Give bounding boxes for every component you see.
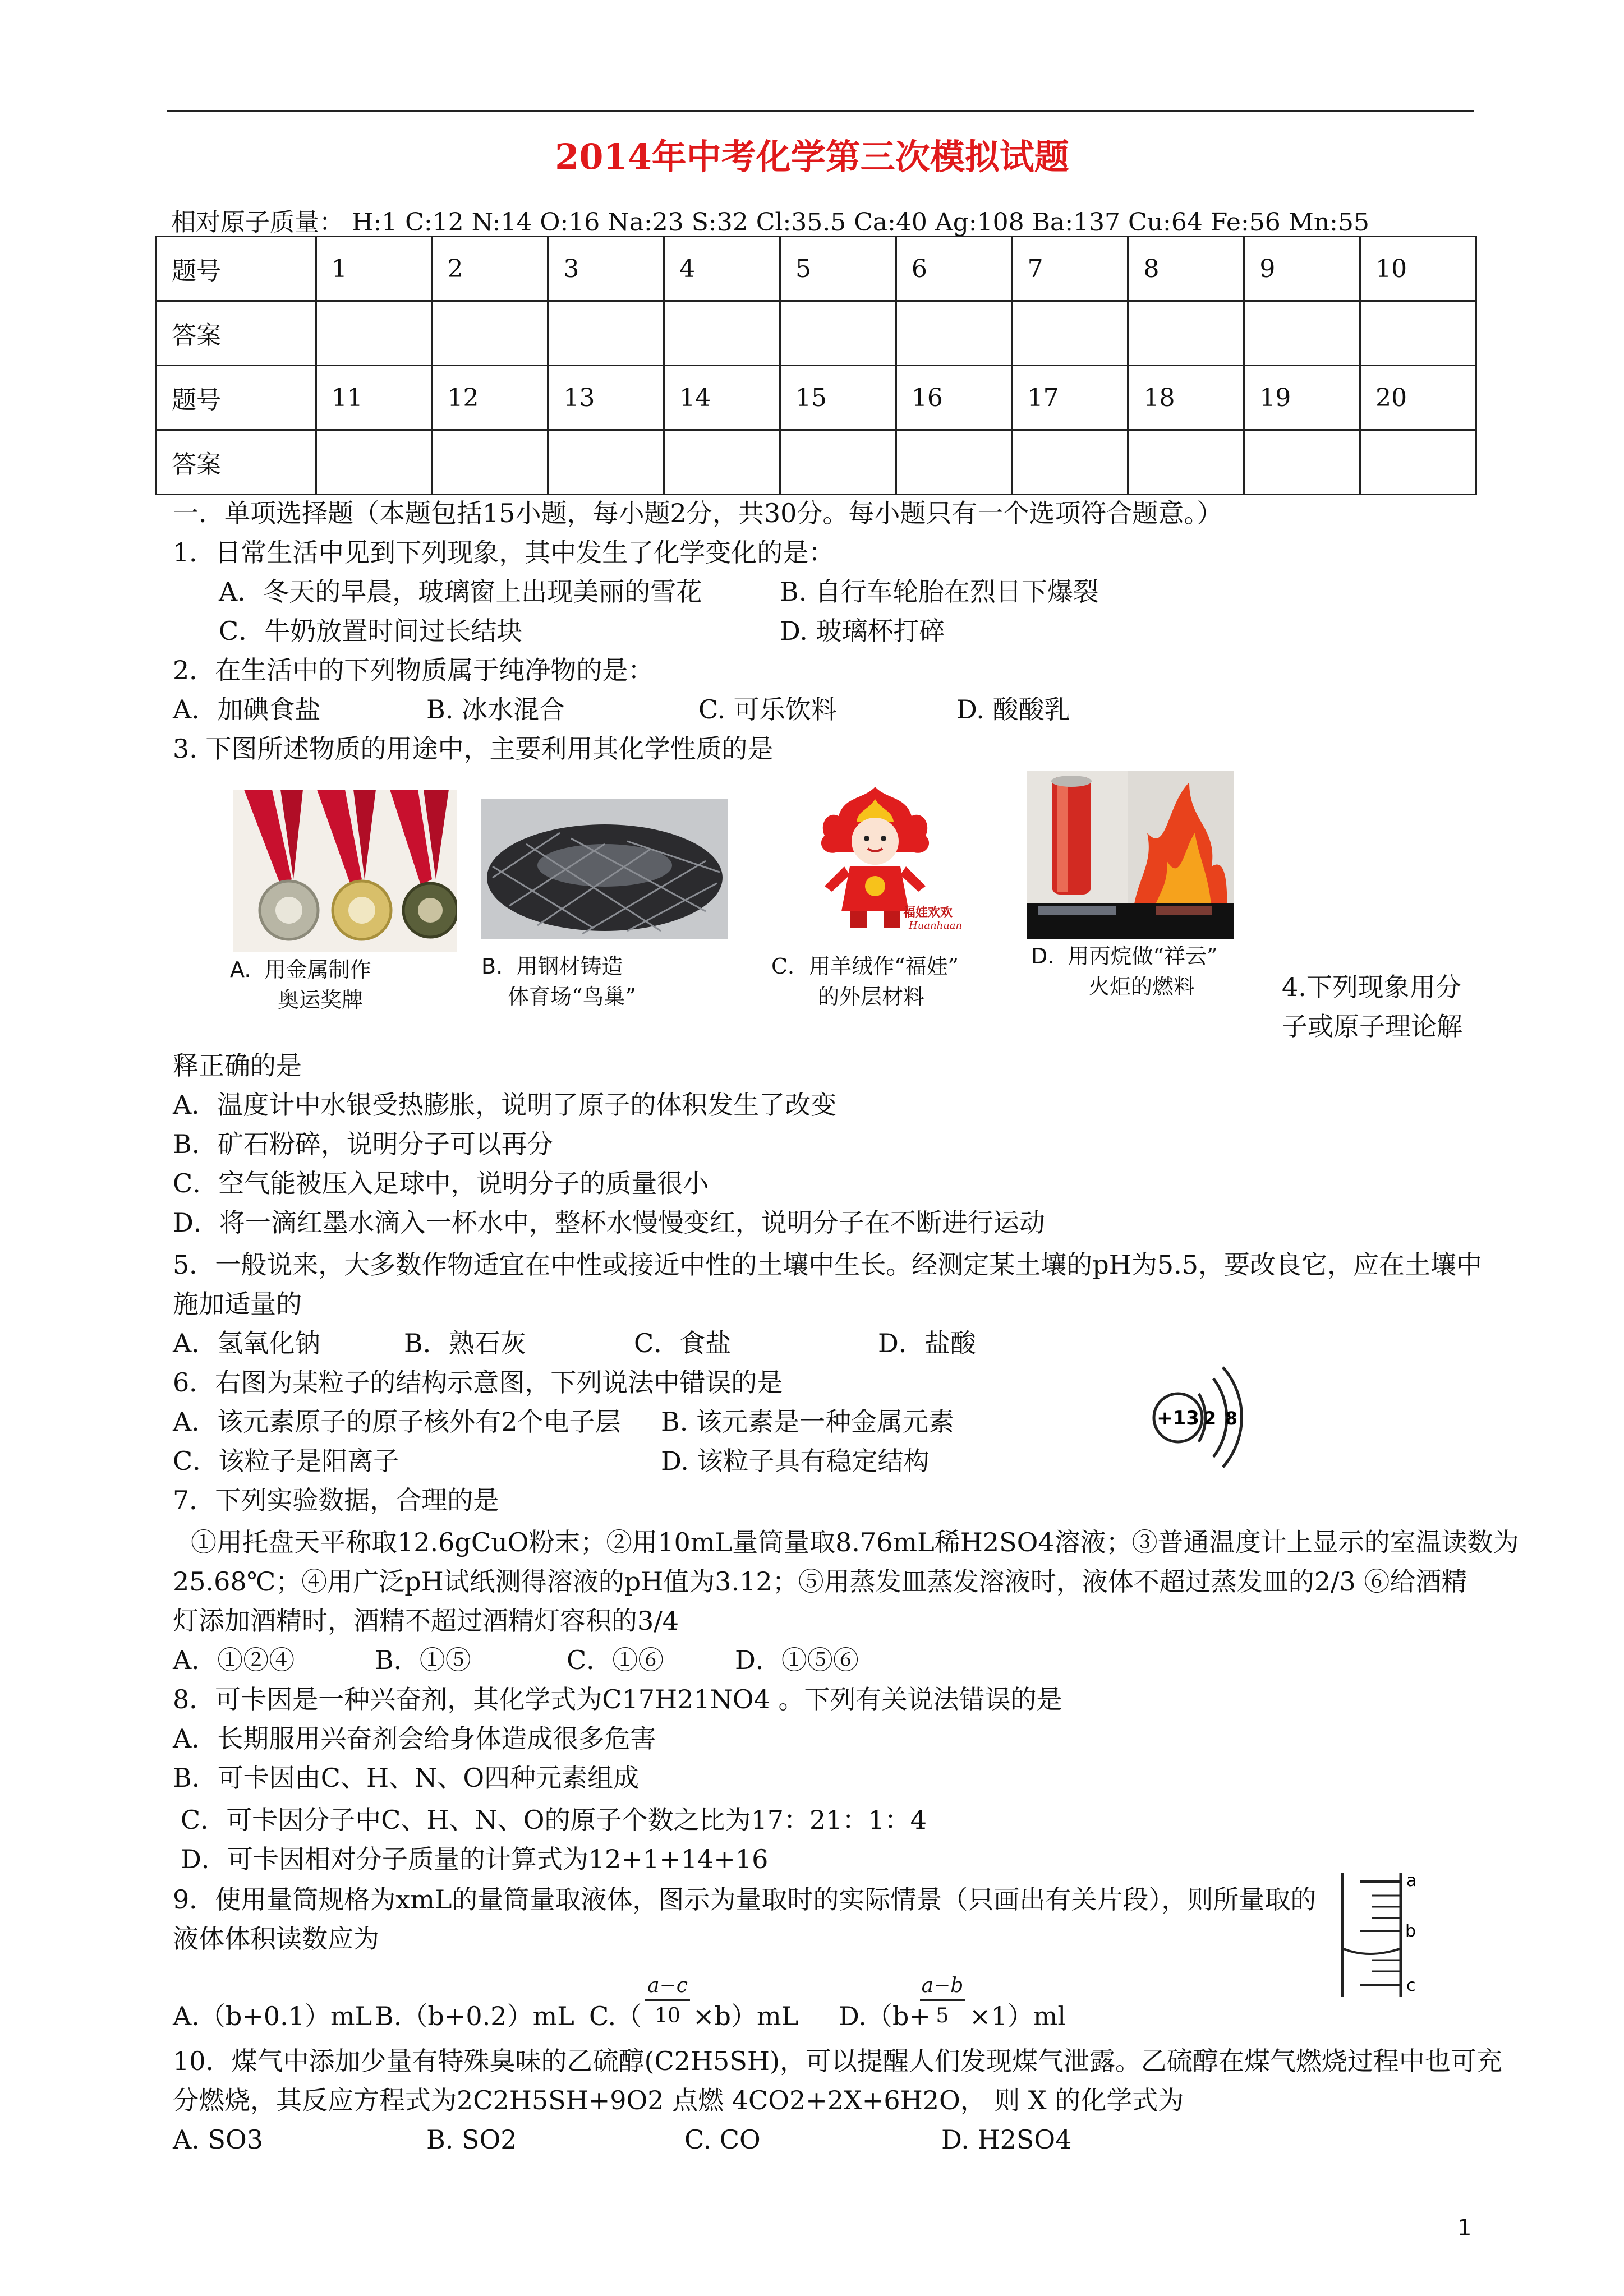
q5-option-a: A．氢氧化钠 bbox=[173, 1328, 321, 1358]
q3-caption-d bbox=[1031, 941, 1217, 971]
row-label: 题号 bbox=[157, 237, 316, 301]
question-number: 11 bbox=[316, 366, 432, 430]
shell-1-count: 2 bbox=[1203, 1408, 1217, 1429]
answer-cell[interactable] bbox=[548, 430, 664, 495]
q8-option-d: D．可卡因相对分子质量的计算式为12+1+14+16 bbox=[181, 1844, 769, 1874]
fuwa-label: 福娃欢欢 bbox=[903, 905, 953, 920]
answer-cell[interactable] bbox=[548, 301, 664, 366]
answer-cell[interactable] bbox=[896, 301, 1012, 366]
answer-cell[interactable] bbox=[316, 301, 432, 366]
q3-caption-d2: 火炬的燃料 bbox=[1088, 974, 1195, 999]
q6-option-c: C．该粒子是阳离子 bbox=[173, 1446, 399, 1476]
q2-option-d: D. 酸酸乳 bbox=[956, 694, 1070, 725]
question-number: 2 bbox=[432, 237, 548, 301]
answer-cell[interactable] bbox=[316, 430, 432, 495]
answer-table bbox=[155, 236, 1477, 495]
q5-option-d: D．盐酸 bbox=[878, 1328, 976, 1358]
graduated-cylinder-diagram bbox=[1338, 1870, 1422, 1999]
q1-option-a: A．冬天的早晨，玻璃窗上出现美丽的雪花 bbox=[219, 577, 702, 607]
question-8-stem: 8．可卡因是一种兴奋剂，其化学式为C17H21NO4 。下列有关说法错误的是 bbox=[173, 1684, 1062, 1714]
fraction-denominator: 10 bbox=[645, 1999, 690, 2027]
q8-option-b: B．可卡因由C、H、N、O四种元素组成 bbox=[173, 1763, 640, 1793]
q10-option-c: C. CO bbox=[684, 2124, 761, 2155]
question-2-stem: 2．在生活中的下列物质属于纯净物的是： bbox=[173, 655, 654, 685]
q2-option-a: A．加碘食盐 bbox=[173, 694, 321, 725]
answer-cell[interactable] bbox=[432, 430, 548, 495]
q6-option-d: D. 该粒子具有稳定结构 bbox=[661, 1446, 930, 1476]
answer-cell[interactable] bbox=[896, 430, 1012, 495]
answer-cell[interactable] bbox=[1360, 430, 1476, 495]
question-6-stem: 6．右图为某粒子的结构示意图，下列说法中错误的是 bbox=[173, 1367, 783, 1398]
question-1-stem: 1．日常生活中见到下列现象，其中发生了化学变化的是： bbox=[173, 537, 835, 568]
section-heading: 一．单项选择题（本题包括15小题，每小题2分，共30分。每小题只有一个选项符合题意。） bbox=[173, 498, 1223, 528]
question-9-stem-line1: 9．使用量筒规格为xmL的量筒量取液体，图示为量取时的实际情景（只画出有关片段），则所量取的 bbox=[173, 1884, 1317, 1915]
q7-option-b: B．①⑤ bbox=[375, 1645, 471, 1675]
option-letter: A. bbox=[230, 957, 251, 982]
answer-cell[interactable] bbox=[664, 301, 780, 366]
q4-option-d: D．将一滴红墨水滴入一杯水中，整杯水慢慢变红，说明分子在不断进行运动 bbox=[173, 1207, 1045, 1238]
q10-option-d: D. H2SO4 bbox=[941, 2124, 1072, 2155]
page-title: 2014年中考化学第三次模拟试题 bbox=[555, 136, 1069, 177]
shell-2-count: 8 bbox=[1225, 1408, 1238, 1429]
question-7-stem: 7．下列实验数据，合理的是 bbox=[173, 1485, 499, 1515]
q10-option-a: A. SO3 bbox=[173, 2124, 263, 2155]
q9-fraction-c bbox=[645, 1974, 690, 2027]
question-number: 14 bbox=[664, 366, 780, 430]
q10-option-b: B. SO2 bbox=[426, 2124, 517, 2155]
question-number: 8 bbox=[1128, 237, 1244, 301]
answer-cell[interactable] bbox=[780, 430, 896, 495]
q3-caption-b bbox=[481, 951, 623, 981]
answer-cell[interactable] bbox=[664, 430, 780, 495]
birds-nest-image bbox=[481, 799, 728, 939]
q1-option-d: D. 玻璃杯打碎 bbox=[780, 616, 945, 646]
q3-caption-b2: 体育场“鸟巢” bbox=[508, 984, 636, 1009]
q3-caption-a2: 奥运奖牌 bbox=[278, 988, 364, 1012]
torch-image bbox=[1027, 771, 1234, 939]
answer-cell[interactable] bbox=[1012, 301, 1128, 366]
q7-option-c: C．①⑥ bbox=[567, 1645, 664, 1675]
page-number: 1 bbox=[1457, 2215, 1472, 2241]
table-row bbox=[157, 237, 1476, 301]
q3-caption-a bbox=[230, 955, 371, 985]
q4-option-c: C．空气能被压入足球中，说明分子的质量很小 bbox=[173, 1168, 709, 1198]
question-number: 19 bbox=[1244, 366, 1360, 430]
table-row bbox=[157, 430, 1476, 495]
question-4-stem-line3: 释正确的是 bbox=[173, 1050, 302, 1081]
q9-option-d-suffix: ×1）ml bbox=[969, 2001, 1066, 2031]
q1-option-c: C．牛奶放置时间过长结块 bbox=[219, 616, 523, 646]
q6-option-b: B. 该元素是一种金属元素 bbox=[661, 1407, 955, 1437]
answer-cell[interactable] bbox=[432, 301, 548, 366]
question-7-body-line1: ①用托盘天平称取12.6gCuO粉末；②用10mL量筒量取8.76mL稀H2SO4溶液；③普通温度计上显示的室温读数为 bbox=[191, 1527, 1519, 1557]
fraction-numerator: a−c bbox=[647, 1974, 688, 1997]
question-number: 16 bbox=[896, 366, 1012, 430]
answer-cell[interactable] bbox=[1128, 301, 1244, 366]
mark-b: b bbox=[1405, 1921, 1416, 1941]
medals-image bbox=[233, 790, 457, 952]
row-label: 答案 bbox=[157, 430, 316, 495]
nucleus-charge: +13 bbox=[1157, 1407, 1199, 1430]
question-number: 6 bbox=[896, 237, 1012, 301]
answer-cell[interactable] bbox=[1128, 430, 1244, 495]
atomic-structure-diagram bbox=[1147, 1363, 1257, 1469]
question-5-stem-line2: 施加适量的 bbox=[173, 1289, 302, 1319]
question-number: 15 bbox=[780, 366, 896, 430]
caption-line: 用钢材铸造 bbox=[516, 954, 623, 979]
q8-option-c: C．可卡因分子中C、H、N、O的原子个数之比为17：21：1：4 bbox=[181, 1805, 927, 1835]
question-number: 10 bbox=[1360, 237, 1476, 301]
table-row bbox=[157, 301, 1476, 366]
answer-cell[interactable] bbox=[1012, 430, 1128, 495]
fuwa-sublabel: Huanhuan bbox=[909, 920, 963, 932]
row-label: 题号 bbox=[157, 366, 316, 430]
answer-cell[interactable] bbox=[1244, 430, 1360, 495]
q2-option-c: C. 可乐饮料 bbox=[698, 694, 837, 725]
option-letter: B. bbox=[481, 954, 503, 979]
atomic-mass-list: 相对原子质量： H:1 C:12 N:14 O:16 Na:23 S:32 Cl:35.5 Ca:40 Ag:108 Ba:137 Cu:64 Fe:56 Mn:55 bbox=[171, 208, 1369, 237]
question-3-stem: 3. 下图所述物质的用途中，主要利用其化学性质的是 bbox=[173, 734, 774, 764]
caption-line: 用金属制作 bbox=[264, 957, 371, 982]
answer-cell[interactable] bbox=[780, 301, 896, 366]
q9-option-b: B.（b+0.2）mL bbox=[375, 2001, 574, 2031]
question-number: 4 bbox=[664, 237, 780, 301]
q2-option-b: B. 冰水混合 bbox=[426, 694, 565, 725]
fraction-denominator: 5 bbox=[920, 1999, 965, 2027]
answer-cell[interactable] bbox=[1360, 301, 1476, 366]
q9-fraction-d bbox=[920, 1974, 965, 2027]
q3-caption-c2: 的外层材料 bbox=[818, 984, 925, 1009]
q7-option-d: D．①⑤⑥ bbox=[735, 1645, 859, 1675]
question-7-body-line2: 25.68℃；④用广泛pH试纸测得溶液的pH值为3.12；⑤用蒸发皿蒸发溶液时，液体不超过蒸发皿的2/3 ⑥给酒精 bbox=[173, 1566, 1467, 1597]
q4-option-a: A．温度计中水银受热膨胀，说明了原子的体积发生了改变 bbox=[173, 1090, 837, 1120]
mark-c: c bbox=[1406, 1976, 1416, 1995]
question-number: 5 bbox=[780, 237, 896, 301]
q9-option-c-prefix: C.（ bbox=[589, 2001, 642, 2031]
q5-option-b: B．熟石灰 bbox=[404, 1328, 526, 1358]
question-7-body-line3: 灯添加酒精时，酒精不超过酒精灯容积的3/4 bbox=[173, 1606, 679, 1636]
q9-option-a: A.（b+0.1）mL bbox=[173, 2001, 372, 2031]
fraction-numerator: a−b bbox=[921, 1974, 964, 1997]
option-letter: D. bbox=[1031, 944, 1055, 969]
q8-option-a: A．长期服用兴奋剂会给身体造成很多危害 bbox=[173, 1723, 656, 1754]
question-number: 18 bbox=[1128, 366, 1244, 430]
question-5-stem-line1: 5．一般说来，大多数作物适宜在中性或接近中性的土壤中生长。经测定某土壤的pH为5.5，要改良它，应在土壤中 bbox=[173, 1250, 1482, 1280]
table-row bbox=[157, 366, 1476, 430]
question-4-stem-line2: 子或原子理论解 bbox=[1282, 1011, 1462, 1041]
question-number: 7 bbox=[1012, 237, 1128, 301]
q5-option-c: C．食盐 bbox=[634, 1328, 732, 1358]
question-4-stem-line1: 4.下列现象用分 bbox=[1282, 972, 1461, 1002]
mark-a: a bbox=[1406, 1871, 1417, 1891]
q4-option-b: B．矿石粉碎，说明分子可以再分 bbox=[173, 1129, 553, 1159]
question-number: 1 bbox=[316, 237, 432, 301]
question-10-stem-line2: 分燃烧，其反应方程式为2C2H5SH+9O2 点燃 4CO2+2X+6H2O， 则 X 的化学式为 bbox=[173, 2085, 1184, 2115]
caption-line: 用丙烷做“祥云” bbox=[1068, 944, 1218, 969]
question-10-stem-line1: 10．煤气中添加少量有特殊臭味的乙硫醇(C2H5SH)，可以提醒人们发现煤气泄露。乙硫醇在煤气燃烧过程中也可充 bbox=[173, 2046, 1502, 2076]
question-number: 9 bbox=[1244, 237, 1360, 301]
q1-option-b: B. 自行车轮胎在烈日下爆裂 bbox=[780, 577, 1099, 607]
question-9-stem-line2: 液体体积读数应为 bbox=[173, 1924, 379, 1954]
q9-option-d-prefix: D.（b+ bbox=[839, 2001, 931, 2031]
question-number: 17 bbox=[1012, 366, 1128, 430]
row-label: 答案 bbox=[157, 301, 316, 366]
q9-option-c-suffix: ×b）mL bbox=[693, 2001, 799, 2031]
q7-option-a: A．①②④ bbox=[173, 1645, 295, 1675]
q6-option-a: A．该元素原子的原子核外有2个电子层 bbox=[173, 1407, 621, 1437]
question-number: 3 bbox=[548, 237, 664, 301]
q3-caption-c: C．用羊绒作“福娃” bbox=[771, 954, 959, 979]
question-number: 20 bbox=[1360, 366, 1476, 430]
header-rule bbox=[167, 110, 1474, 112]
question-number: 12 bbox=[432, 366, 548, 430]
answer-cell[interactable] bbox=[1244, 301, 1360, 366]
question-number: 13 bbox=[548, 366, 664, 430]
